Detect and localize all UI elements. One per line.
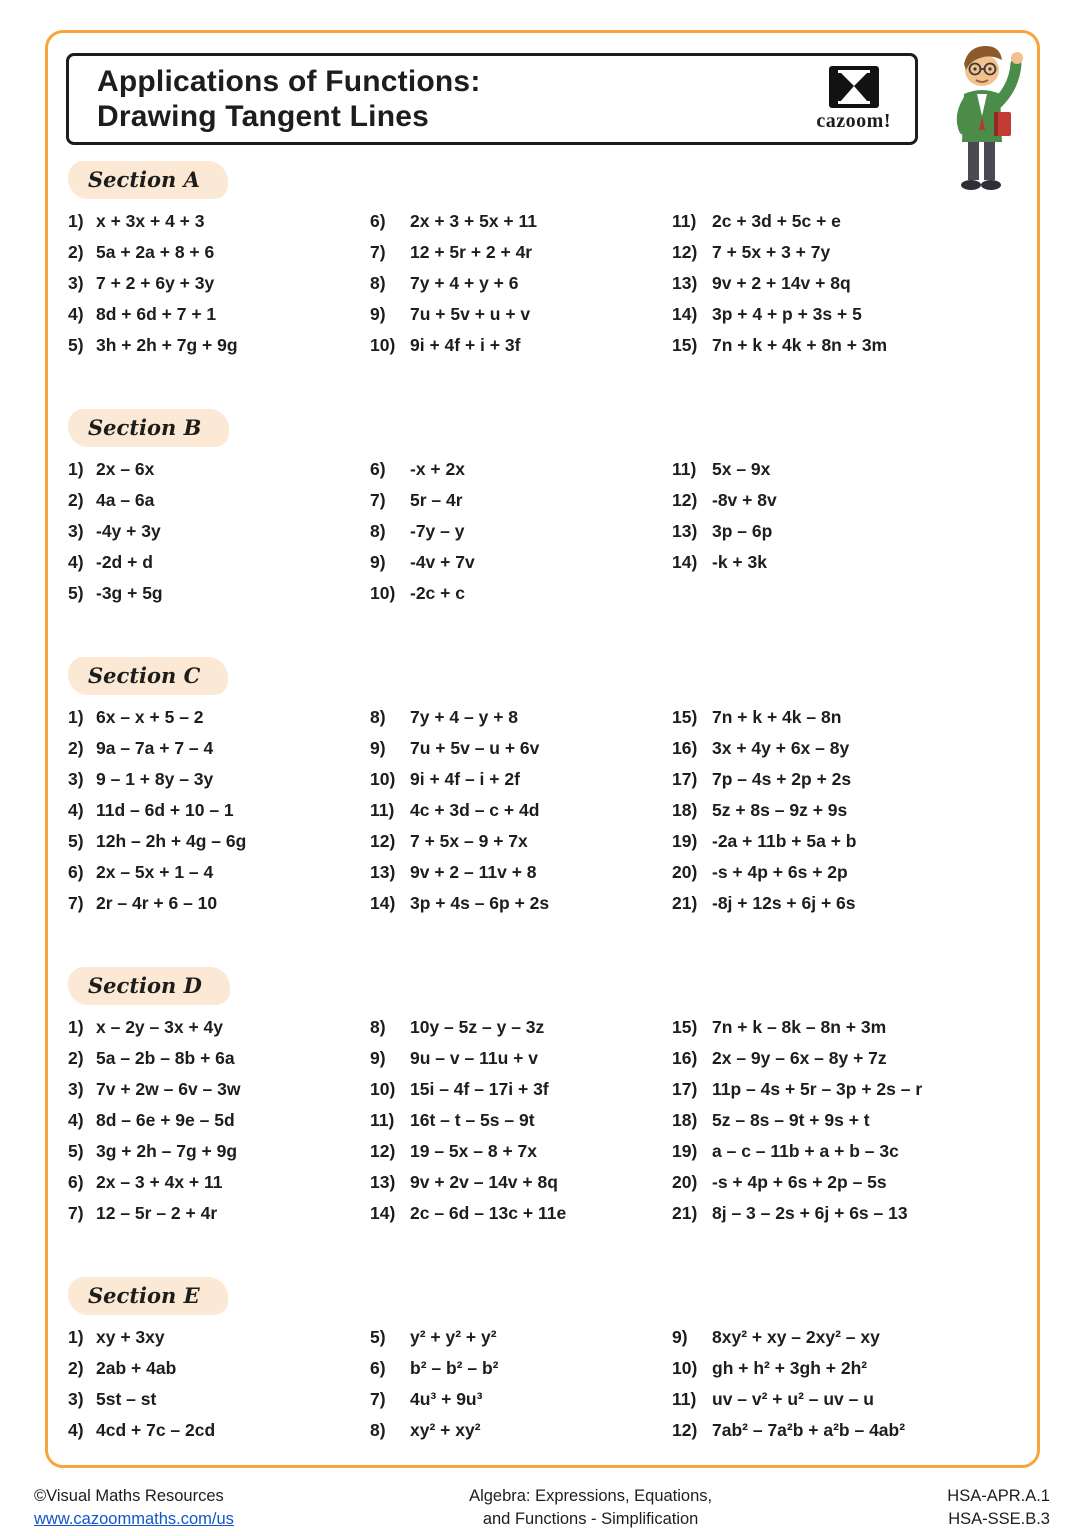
section-heading: Section A [68, 161, 228, 199]
item-number: 3) [68, 521, 84, 542]
section-heading: Section E [68, 1277, 228, 1315]
section-e [66, 1234, 1021, 1451]
item-expression: -s + 4p + 6s + 2p – 5s [712, 1172, 887, 1193]
item-expression: 4cd + 7c – 2cd [96, 1420, 216, 1441]
expression-item [370, 831, 672, 862]
item-expression: 15i – 4f – 17i + 3f [410, 1079, 549, 1100]
expression-item [68, 1048, 370, 1079]
expression-item [68, 1141, 370, 1172]
section-a [66, 145, 1021, 366]
cazoom-logo [816, 65, 895, 133]
item-number: 12) [672, 1420, 698, 1441]
item-expression: 5z – 8s – 9t + 9s + t [712, 1110, 870, 1131]
item-expression: 9 – 1 + 8y – 3y [96, 769, 214, 790]
expression-item [672, 552, 1021, 583]
item-expression: 7v + 2w – 6v – 3w [96, 1079, 241, 1100]
expression-item [672, 831, 1021, 862]
item-expression: 8d – 6e + 9e – 5d [96, 1110, 235, 1131]
item-expression: 5r – 4r [410, 490, 463, 511]
item-number: 3) [68, 273, 84, 294]
item-expression: 7u + 5v – u + 6v [410, 738, 540, 759]
item-expression: 7y + 4 + y + 6 [410, 273, 519, 294]
item-number: 14) [370, 1203, 396, 1224]
item-number: 7) [68, 893, 84, 914]
item-expression: 4u³ + 9u³ [410, 1389, 483, 1410]
item-number: 19) [672, 831, 698, 852]
item-expression: 9i + 4f – i + 2f [410, 769, 520, 790]
expression-item [672, 1203, 1021, 1234]
item-expression: -x + 2x [410, 459, 465, 480]
expression-item [68, 862, 370, 893]
item-expression: -8j + 12s + 6j + 6s [712, 893, 856, 914]
expression-item [68, 552, 370, 583]
item-number: 3) [68, 1079, 84, 1100]
item-number: 1) [68, 459, 84, 480]
item-expression: -3g + 5g [96, 583, 163, 604]
expression-item [370, 1048, 672, 1079]
cazoom-hourglass-icon [828, 65, 880, 109]
item-expression: 2c + 3d + 5c + e [712, 211, 841, 232]
sections-root [66, 145, 1021, 1451]
footer-standards [947, 1485, 1050, 1530]
expression-item [370, 1327, 672, 1358]
item-number: 16) [672, 738, 698, 759]
item-expression: 5a – 2b – 8b + 6a [96, 1048, 235, 1069]
item-number: 7) [370, 242, 386, 263]
item-number: 11) [370, 800, 395, 821]
expression-item [370, 893, 672, 924]
item-expression: 7u + 5v + u + v [410, 304, 531, 325]
item-expression: -2d + d [96, 552, 153, 573]
item-number: 20) [672, 1172, 698, 1193]
item-number: 6) [370, 211, 386, 232]
item-number: 14) [672, 552, 698, 573]
item-number: 8) [370, 707, 386, 728]
item-expression: 9v + 2 + 14v + 8q [712, 273, 851, 294]
expression-item [672, 335, 1021, 366]
item-number: 5) [370, 1327, 386, 1348]
item-number: 2) [68, 490, 84, 511]
item-number: 9) [370, 1048, 386, 1069]
footer-left [34, 1485, 234, 1530]
expression-item [370, 521, 672, 552]
item-number: 14) [370, 893, 396, 914]
items-column [68, 459, 370, 614]
item-number: 13) [370, 862, 396, 883]
item-expression: -7y – y [410, 521, 465, 542]
expression-item [672, 242, 1021, 273]
title-box [66, 53, 918, 145]
expression-item [672, 459, 1021, 490]
expression-item [672, 1389, 1021, 1420]
website-link[interactable]: www.cazoommaths.com/us [34, 1509, 234, 1528]
item-number: 17) [672, 1079, 698, 1100]
item-number: 12) [370, 831, 396, 852]
item-number: 4) [68, 552, 84, 573]
section-items-grid [66, 1017, 1021, 1234]
item-expression: 6x – x + 5 – 2 [96, 707, 204, 728]
item-expression: uv – v² + u² – uv – u [712, 1389, 874, 1410]
items-column [68, 707, 370, 924]
item-number: 6) [370, 1358, 386, 1379]
item-number: 6) [370, 459, 386, 480]
item-expression: 2r – 4r + 6 – 10 [96, 893, 218, 914]
item-expression: y² + y² + y² [410, 1327, 497, 1348]
item-expression: 9v + 2 – 11v + 8 [410, 862, 537, 883]
expression-item [672, 1420, 1021, 1451]
item-expression: 9i + 4f + i + 3f [410, 335, 521, 356]
item-expression: 7 + 5x + 3 + 7y [712, 242, 831, 263]
item-expression: 7p – 4s + 2p + 2s [712, 769, 852, 790]
expression-item [672, 304, 1021, 335]
expression-item [68, 521, 370, 552]
expression-item [370, 1017, 672, 1048]
item-number: 9) [672, 1327, 688, 1348]
item-expression: 16t – t – 5s – 9t [410, 1110, 535, 1131]
item-number: 2) [68, 1358, 84, 1379]
item-expression: 3p + 4 + p + 3s + 5 [712, 304, 862, 325]
expression-item [68, 1110, 370, 1141]
expression-item [672, 1110, 1021, 1141]
expression-item [68, 769, 370, 800]
expression-item [68, 242, 370, 273]
items-column [370, 211, 672, 366]
item-expression: 2x – 9y – 6x – 8y + 7z [712, 1048, 887, 1069]
expression-item [68, 490, 370, 521]
item-expression: xy + 3xy [96, 1327, 165, 1348]
item-number: 11) [370, 1110, 395, 1131]
item-expression: 5z + 8s – 9z + 9s [712, 800, 848, 821]
item-number: 13) [370, 1172, 396, 1193]
expression-item [68, 1172, 370, 1203]
worksheet-frame [45, 30, 1040, 1468]
item-expression: 11d – 6d + 10 – 1 [96, 800, 234, 821]
item-number: 17) [672, 769, 698, 790]
section-heading: Section B [68, 409, 229, 447]
item-expression: 8xy² + xy – 2xy² – xy [712, 1327, 880, 1348]
item-expression: x + 3x + 4 + 3 [96, 211, 205, 232]
topic-line2: and Functions - Simplification [482, 1509, 699, 1528]
item-number: 11) [672, 1389, 697, 1410]
expression-item [370, 1141, 672, 1172]
expression-item [672, 1017, 1021, 1048]
expression-item [672, 769, 1021, 800]
item-expression: a – c – 11b + a + b – 3c [712, 1141, 899, 1162]
item-expression: 7n + k + 4k – 8n [712, 707, 842, 728]
page-title-line2: Drawing Tangent Lines [97, 100, 430, 134]
section-b [66, 366, 1021, 614]
item-expression: 7n + k + 4k + 8n + 3m [712, 335, 888, 356]
item-expression: xy² + xy² [410, 1420, 481, 1441]
item-expression: 11p – 4s + 5r – 3p + 2s – r [712, 1079, 923, 1100]
item-expression: -4y + 3y [96, 521, 161, 542]
item-expression: 8d + 6d + 7 + 1 [96, 304, 217, 325]
item-expression: x – 2y – 3x + 4y [96, 1017, 223, 1038]
expression-item [370, 1389, 672, 1420]
expression-item [68, 893, 370, 924]
item-expression: 2x – 3 + 4x + 11 [96, 1172, 223, 1193]
item-number: 15) [672, 1017, 698, 1038]
item-expression: gh + h² + 3gh + 2h² [712, 1358, 868, 1379]
expression-item [370, 583, 672, 614]
item-number: 9) [370, 552, 386, 573]
item-expression: -4v + 7v [410, 552, 475, 573]
item-expression: -k + 3k [712, 552, 767, 573]
item-expression: 3p – 6p [712, 521, 773, 542]
copyright-text: ©Visual Maths Resources [34, 1487, 224, 1506]
section-heading: Section D [68, 967, 230, 1005]
item-number: 5) [68, 335, 84, 356]
expression-item [68, 211, 370, 242]
item-number: 9) [370, 304, 386, 325]
expression-item [672, 1172, 1021, 1203]
expression-item [370, 304, 672, 335]
item-number: 21) [672, 893, 698, 914]
items-column [68, 1017, 370, 1234]
expression-item [370, 1203, 672, 1234]
section-items-grid [66, 1327, 1021, 1451]
item-expression: 5x – 9x [712, 459, 771, 480]
item-number: 5) [68, 583, 84, 604]
expression-item [68, 738, 370, 769]
expression-item [68, 335, 370, 366]
item-number: 12) [672, 242, 698, 263]
expression-item [68, 1203, 370, 1234]
item-expression: 9a – 7a + 7 – 4 [96, 738, 214, 759]
item-expression: 4c + 3d – c + 4d [410, 800, 540, 821]
expression-item [370, 490, 672, 521]
expression-item [672, 1141, 1021, 1172]
section-items-grid [66, 459, 1021, 614]
item-expression: 3p + 4s – 6p + 2s [410, 893, 550, 914]
item-expression: 7ab² – 7a²b + a²b – 4ab² [712, 1420, 906, 1441]
expression-item [370, 769, 672, 800]
expression-item [370, 552, 672, 583]
expression-item [68, 304, 370, 335]
expression-item [672, 707, 1021, 738]
items-column [370, 707, 672, 924]
item-number: 15) [672, 335, 698, 356]
expression-item [68, 831, 370, 862]
item-number: 3) [68, 769, 84, 790]
item-number: 6) [68, 862, 84, 883]
item-expression: 19 – 5x – 8 + 7x [410, 1141, 537, 1162]
item-number: 12) [370, 1141, 396, 1162]
standard-code-1: HSA-APR.A.1 [947, 1487, 1050, 1506]
item-expression: 2x – 6x [96, 459, 155, 480]
footer-topic [469, 1485, 712, 1530]
item-expression: 3g + 2h – 7g + 9g [96, 1141, 238, 1162]
item-number: 11) [672, 459, 697, 480]
item-expression: 3h + 2h + 7g + 9g [96, 335, 238, 356]
expression-item [370, 1420, 672, 1451]
teacher-cartoon [930, 38, 1034, 196]
items-column [672, 1327, 1021, 1451]
item-number: 4) [68, 1420, 84, 1441]
items-column [370, 459, 672, 614]
item-number: 18) [672, 800, 698, 821]
item-number: 8) [370, 1420, 386, 1441]
expression-item [68, 1079, 370, 1110]
item-expression: 2x + 3 + 5x + 11 [410, 211, 537, 232]
section-items-grid [66, 707, 1021, 924]
expression-item [68, 800, 370, 831]
item-expression: -2a + 11b + 5a + b [712, 831, 857, 852]
item-number: 14) [672, 304, 698, 325]
item-expression: 4a – 6a [96, 490, 155, 511]
item-expression: 9u – v – 11u + v [410, 1048, 538, 1069]
item-number: 10) [370, 769, 396, 790]
expression-item [68, 459, 370, 490]
items-column [68, 1327, 370, 1451]
item-number: 11) [672, 211, 697, 232]
expression-item [370, 1110, 672, 1141]
standard-code-2: HSA-SSE.B.3 [948, 1509, 1050, 1528]
expression-item [370, 738, 672, 769]
expression-item [68, 1420, 370, 1451]
expression-item [68, 1327, 370, 1358]
item-number: 5) [68, 831, 84, 852]
item-number: 1) [68, 1327, 84, 1348]
item-expression: 7y + 4 – y + 8 [410, 707, 519, 728]
item-expression: 3x + 4y + 6x – 8y [712, 738, 850, 759]
item-expression: 5a + 2a + 8 + 6 [96, 242, 215, 263]
expression-item [672, 211, 1021, 242]
expression-item [672, 800, 1021, 831]
page-title [97, 64, 481, 134]
item-number: 10) [370, 583, 396, 604]
item-number: 6) [68, 1172, 84, 1193]
item-expression: 8j – 3 – 2s + 6j + 6s – 13 [712, 1203, 908, 1224]
expression-item [370, 242, 672, 273]
item-number: 1) [68, 1017, 84, 1038]
item-expression: 7n + k – 8k – 8n + 3m [712, 1017, 887, 1038]
item-expression: -2c + c [410, 583, 465, 604]
expression-item [672, 1048, 1021, 1079]
item-number: 2) [68, 738, 84, 759]
item-expression: 2x – 5x + 1 – 4 [96, 862, 214, 883]
item-expression: 12 – 5r – 2 + 4r [96, 1203, 218, 1224]
item-expression: 2ab + 4ab [96, 1358, 177, 1379]
expression-item [370, 273, 672, 304]
item-expression: 5st – st [96, 1389, 157, 1410]
item-expression: 9v + 2v – 14v + 8q [410, 1172, 558, 1193]
section-heading: Section C [68, 657, 228, 695]
expression-item [672, 1358, 1021, 1389]
expression-item [68, 583, 370, 614]
expression-item [68, 1358, 370, 1389]
item-expression: 7 + 2 + 6y + 3y [96, 273, 215, 294]
expression-item [672, 273, 1021, 304]
expression-item [672, 862, 1021, 893]
expression-item [672, 893, 1021, 924]
item-number: 8) [370, 1017, 386, 1038]
item-number: 10) [370, 335, 396, 356]
expression-item [370, 707, 672, 738]
expression-item [672, 738, 1021, 769]
item-expression: 12h – 2h + 4g – 6g [96, 831, 247, 852]
logo-wordmark: cazoom! [816, 110, 891, 133]
expression-item [370, 459, 672, 490]
item-expression: 2c – 6d – 13c + 11e [410, 1203, 567, 1224]
item-number: 1) [68, 707, 84, 728]
expression-item [370, 1079, 672, 1110]
item-expression: -8v + 8v [712, 490, 777, 511]
item-number: 7) [370, 1389, 386, 1410]
item-number: 8) [370, 273, 386, 294]
items-column [68, 211, 370, 366]
item-number: 5) [68, 1141, 84, 1162]
item-number: 10) [370, 1079, 396, 1100]
expression-item [370, 1358, 672, 1389]
item-expression: 7 + 5x – 9 + 7x [410, 831, 528, 852]
page-footer [0, 1485, 1086, 1530]
item-number: 7) [68, 1203, 84, 1224]
item-number: 3) [68, 1389, 84, 1410]
expression-item [672, 1079, 1021, 1110]
item-number: 4) [68, 1110, 84, 1131]
page-title-line1: Applications of Functions: [97, 65, 481, 98]
expression-item [370, 211, 672, 242]
item-number: 13) [672, 521, 698, 542]
item-number: 20) [672, 862, 698, 883]
item-number: 10) [672, 1358, 698, 1379]
item-number: 2) [68, 242, 84, 263]
expression-item [68, 273, 370, 304]
items-column [672, 707, 1021, 924]
section-items-grid [66, 211, 1021, 366]
item-number: 19) [672, 1141, 698, 1162]
expression-item [672, 521, 1021, 552]
expression-item [672, 1327, 1021, 1358]
topic-line1: Algebra: Expressions, Equations, [469, 1487, 713, 1506]
item-expression: 12 + 5r + 2 + 4r [410, 242, 533, 263]
items-column [672, 459, 1021, 614]
items-column [370, 1327, 672, 1451]
item-number: 4) [68, 304, 84, 325]
section-c [66, 614, 1021, 924]
item-number: 7) [370, 490, 386, 511]
expression-item [370, 862, 672, 893]
item-number: 4) [68, 800, 84, 821]
item-number: 15) [672, 707, 698, 728]
item-expression: 10y – 5z – y – 3z [410, 1017, 545, 1038]
item-number: 2) [68, 1048, 84, 1069]
item-number: 18) [672, 1110, 698, 1131]
expression-item [68, 1017, 370, 1048]
item-number: 13) [672, 273, 698, 294]
item-number: 9) [370, 738, 386, 759]
items-column [672, 1017, 1021, 1234]
item-number: 16) [672, 1048, 698, 1069]
section-d [66, 924, 1021, 1234]
expression-item [672, 490, 1021, 521]
expression-item [370, 335, 672, 366]
items-column [672, 211, 1021, 366]
item-number: 8) [370, 521, 386, 542]
items-column [370, 1017, 672, 1234]
item-number: 1) [68, 211, 84, 232]
expression-item [68, 1389, 370, 1420]
item-expression: b² – b² – b² [410, 1358, 499, 1379]
item-number: 12) [672, 490, 698, 511]
expression-item [370, 1172, 672, 1203]
expression-item [68, 707, 370, 738]
item-expression: -s + 4p + 6s + 2p [712, 862, 848, 883]
item-number: 21) [672, 1203, 698, 1224]
expression-item [370, 800, 672, 831]
